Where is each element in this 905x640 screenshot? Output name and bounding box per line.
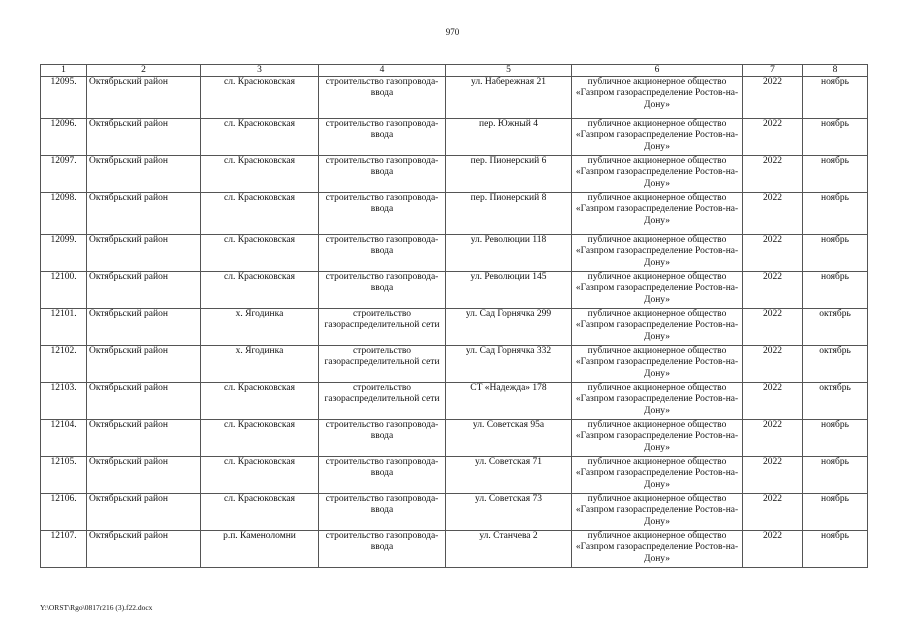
address-cell: СТ «Надежда» 178 xyxy=(446,383,572,420)
work-type-cell: строительство газопровода-ввода xyxy=(319,457,446,494)
organization-cell: публичное акционерное общество «Газпром газораспределение Ростов-на-Дону» xyxy=(572,119,743,156)
organization-cell: публичное акционерное общество «Газпром газораспределение Ростов-на-Дону» xyxy=(572,309,743,346)
row-number-cell: 12104. xyxy=(41,420,87,457)
table-row xyxy=(41,457,868,494)
locality-cell: сл. Красюковская xyxy=(201,193,319,235)
year-cell: 2022 xyxy=(743,156,803,193)
work-type-cell: строительство газораспределительной сети xyxy=(319,346,446,383)
locality-cell: х. Ягодинка xyxy=(201,309,319,346)
month-cell: октябрь xyxy=(803,309,868,346)
work-type-cell: строительство газопровода-ввода xyxy=(319,494,446,531)
page-number: 970 xyxy=(445,27,460,37)
district-cell: Октябрьский район xyxy=(87,77,201,119)
organization-cell: публичное акционерное общество «Газпром газораспределение Ростов-на-Дону» xyxy=(572,77,743,119)
table-row xyxy=(41,309,868,346)
column-header: 6 xyxy=(572,65,743,77)
year-cell: 2022 xyxy=(743,531,803,568)
district-cell: Октябрьский район xyxy=(87,420,201,457)
row-number-cell: 12105. xyxy=(41,457,87,494)
column-number-row xyxy=(41,65,868,77)
address-cell: ул. Сад Горнячка 332 xyxy=(446,346,572,383)
locality-cell: сл. Красюковская xyxy=(201,272,319,309)
address-cell: ул. Сад Горнячка 299 xyxy=(446,309,572,346)
column-header: 3 xyxy=(201,65,319,77)
row-number-cell: 12097. xyxy=(41,156,87,193)
work-type-cell: строительство газораспределительной сети xyxy=(319,309,446,346)
table-row xyxy=(41,156,868,193)
address-cell: ул. Советская 73 xyxy=(446,494,572,531)
organization-cell: публичное акционерное общество «Газпром газораспределение Ростов-на-Дону» xyxy=(572,272,743,309)
work-type-cell: строительство газопровода-ввода xyxy=(319,119,446,156)
locality-cell: р.п. Каменоломни xyxy=(201,531,319,568)
month-cell: ноябрь xyxy=(803,457,868,494)
locality-cell: сл. Красюковская xyxy=(201,235,319,272)
address-cell: ул. Советская 95а xyxy=(446,420,572,457)
table-row xyxy=(41,383,868,420)
column-header: 7 xyxy=(743,65,803,77)
month-cell: ноябрь xyxy=(803,119,868,156)
footer-file-path: Y:\ORST\Rgo\0817r216 (3).f22.docx xyxy=(40,603,153,612)
month-cell: октябрь xyxy=(803,346,868,383)
address-cell: ул. Набережная 21 xyxy=(446,77,572,119)
row-number-cell: 12103. xyxy=(41,383,87,420)
year-cell: 2022 xyxy=(743,119,803,156)
locality-cell: сл. Красюковская xyxy=(201,420,319,457)
district-cell: Октябрьский район xyxy=(87,457,201,494)
locality-cell: сл. Красюковская xyxy=(201,383,319,420)
month-cell: ноябрь xyxy=(803,494,868,531)
column-header: 2 xyxy=(87,65,201,77)
column-header: 5 xyxy=(446,65,572,77)
year-cell: 2022 xyxy=(743,383,803,420)
table-row xyxy=(41,77,868,119)
month-cell: ноябрь xyxy=(803,193,868,235)
year-cell: 2022 xyxy=(743,235,803,272)
row-number-cell: 12101. xyxy=(41,309,87,346)
table-row xyxy=(41,531,868,568)
work-type-cell: строительство газопровода-ввода xyxy=(319,77,446,119)
address-cell: пер. Пионерский 8 xyxy=(446,193,572,235)
district-cell: Октябрьский район xyxy=(87,383,201,420)
address-cell: пер. Южный 4 xyxy=(446,119,572,156)
row-number-cell: 12106. xyxy=(41,494,87,531)
district-cell: Октябрьский район xyxy=(87,235,201,272)
district-cell: Октябрьский район xyxy=(87,531,201,568)
table-row xyxy=(41,235,868,272)
year-cell: 2022 xyxy=(743,346,803,383)
column-header: 8 xyxy=(803,65,868,77)
work-type-cell: строительство газопровода-ввода xyxy=(319,420,446,457)
table-row xyxy=(41,272,868,309)
row-number-cell: 12098. xyxy=(41,193,87,235)
locality-cell: сл. Красюковская xyxy=(201,494,319,531)
district-cell: Октябрьский район xyxy=(87,272,201,309)
work-type-cell: строительство газопровода-ввода xyxy=(319,272,446,309)
month-cell: ноябрь xyxy=(803,272,868,309)
organization-cell: публичное акционерное общество «Газпром газораспределение Ростов-на-Дону» xyxy=(572,420,743,457)
organization-cell: публичное акционерное общество «Газпром газораспределение Ростов-на-Дону» xyxy=(572,457,743,494)
column-header: 1 xyxy=(41,65,87,77)
row-number-cell: 12099. xyxy=(41,235,87,272)
year-cell: 2022 xyxy=(743,420,803,457)
row-number-cell: 12107. xyxy=(41,531,87,568)
locality-cell: сл. Красюковская xyxy=(201,457,319,494)
row-number-cell: 12095. xyxy=(41,77,87,119)
address-cell: пер. Пионерский 6 xyxy=(446,156,572,193)
address-cell: ул. Революции 145 xyxy=(446,272,572,309)
district-cell: Октябрьский район xyxy=(87,193,201,235)
month-cell: ноябрь xyxy=(803,77,868,119)
table-row xyxy=(41,346,868,383)
month-cell: октябрь xyxy=(803,383,868,420)
row-number-cell: 12102. xyxy=(41,346,87,383)
row-number-cell: 12100. xyxy=(41,272,87,309)
table-row xyxy=(41,494,868,531)
work-type-cell: строительство газопровода-ввода xyxy=(319,156,446,193)
locality-cell: х. Ягодинка xyxy=(201,346,319,383)
year-cell: 2022 xyxy=(743,77,803,119)
year-cell: 2022 xyxy=(743,272,803,309)
year-cell: 2022 xyxy=(743,309,803,346)
organization-cell: публичное акционерное общество «Газпром газораспределение Ростов-на-Дону» xyxy=(572,494,743,531)
organization-cell: публичное акционерное общество «Газпром газораспределение Ростов-на-Дону» xyxy=(572,235,743,272)
organization-cell: публичное акционерное общество «Газпром газораспределение Ростов-на-Дону» xyxy=(572,346,743,383)
table-row xyxy=(41,420,868,457)
organization-cell: публичное акционерное общество «Газпром газораспределение Ростов-на-Дону» xyxy=(572,193,743,235)
organization-cell: публичное акционерное общество «Газпром газораспределение Ростов-на-Дону» xyxy=(572,156,743,193)
row-number-cell: 12096. xyxy=(41,119,87,156)
district-cell: Октябрьский район xyxy=(87,346,201,383)
year-cell: 2022 xyxy=(743,193,803,235)
table-row xyxy=(41,119,868,156)
column-header: 4 xyxy=(319,65,446,77)
locality-cell: сл. Красюковская xyxy=(201,77,319,119)
organization-cell: публичное акционерное общество «Газпром газораспределение Ростов-на-Дону» xyxy=(572,383,743,420)
year-cell: 2022 xyxy=(743,457,803,494)
month-cell: ноябрь xyxy=(803,156,868,193)
district-cell: Октябрьский район xyxy=(87,494,201,531)
month-cell: ноябрь xyxy=(803,531,868,568)
work-type-cell: строительство газораспределительной сети xyxy=(319,383,446,420)
work-type-cell: строительство газопровода-ввода xyxy=(319,235,446,272)
district-cell: Октябрьский район xyxy=(87,119,201,156)
work-type-cell: строительство газопровода-ввода xyxy=(319,531,446,568)
district-cell: Октябрьский район xyxy=(87,309,201,346)
organization-cell: публичное акционерное общество «Газпром газораспределение Ростов-на-Дону» xyxy=(572,531,743,568)
address-cell: ул. Советская 71 xyxy=(446,457,572,494)
gas-pipeline-table xyxy=(40,64,868,568)
work-type-cell: строительство газопровода-ввода xyxy=(319,193,446,235)
locality-cell: сл. Красюковская xyxy=(201,119,319,156)
table-row xyxy=(41,193,868,235)
month-cell: ноябрь xyxy=(803,420,868,457)
month-cell: ноябрь xyxy=(803,235,868,272)
address-cell: ул. Станчева 2 xyxy=(446,531,572,568)
district-cell: Октябрьский район xyxy=(87,156,201,193)
year-cell: 2022 xyxy=(743,494,803,531)
locality-cell: сл. Красюковская xyxy=(201,156,319,193)
address-cell: ул. Революции 118 xyxy=(446,235,572,272)
